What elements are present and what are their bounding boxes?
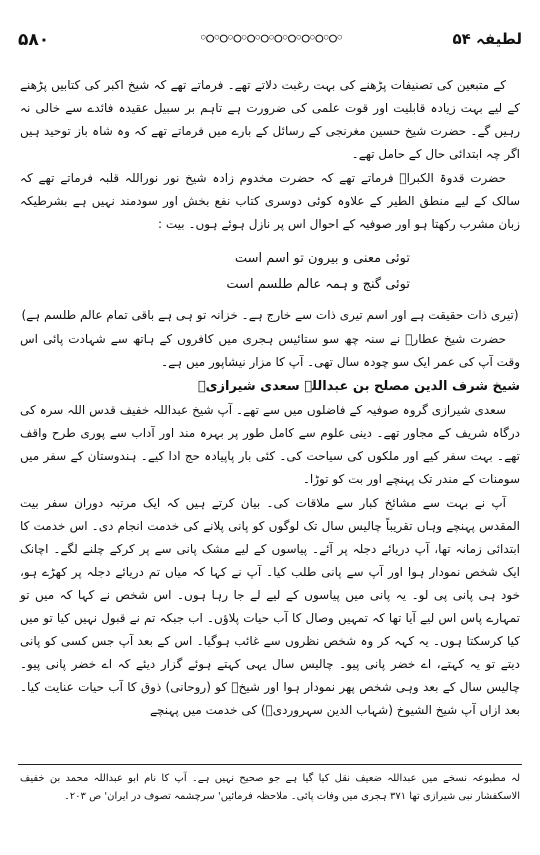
verse-hemistich: توئی معنی و بیرون تو اسم است [234, 251, 410, 266]
paragraph: آپ نے بہت سے مشائخ کبار سے ملاقات کی۔ بیان کرتے ہیں کہ ایک مرتبہ دوران سفر بیت المقدس پہنچے وہاں تقریباً چالیس سال تک لوگوں کو پانی پلانے کی خدمت انجام دی۔ اس خدمت کا ابتدائی زمانہ تھا، آپ دریائے دجلہ پر آئے۔ پیاسوں کے لیے مشک پانی سے پر کرکے چلنے لگے۔ اچانک ایک شخص نمودار ہوا اور آپ سے پانی طلب کیا۔ آپ نے کہا کہ میاں تم دریائے دجلہ پر کھڑے ہو، خود ہی پانی پی لو۔ یہ پانی میں پیاسوں کے لیے لے جا رہا ہوں۔ اس شخص نے کہا کہ میں تو تمہارے پاس اس لیے آیا تھا کہ تمہیں وصال کا آب حیات پلاؤں۔ اب جبکہ تم نے قبول نہیں کیا تو میں کیا کرسکتا ہوں۔ یہ کہہ کر وہ شخص نظروں سے غائب ہوگیا۔ اس کے بعد آپ جس کسی کو پانی دیتے تو یہ کہتے، اے خضر پانی پیو۔ چالیس سال یہی کہتے ہوئے گزار دیئے کہ اے خضر پانی پیو۔ چالیس سال کے بعد وہی شخص پھر نمودار ہوا اور شیخؒ کو (روحانی) ذوق کا آب حیات عنایت کیا۔ بعد ازاں آپ شیخ الشیوخ (شہاب الدین سہروردیؒ) کی خدمت میں پہنچے [20, 496, 520, 717]
header-ornament: ◦○◦○◦○◦○◦○◦○◦○◦○◦○◦○◦ [199, 31, 343, 46]
running-title: لطیفہ ۵۴ [452, 30, 522, 48]
verse-line [130, 246, 410, 272]
paragraph: حضرت شیخ عطارؒ نے سنہ چھ سو ستائیس ہجری میں کافروں کے ہاتھ سے شہادت پائی اس وقت آپ کی عمر ایک سو چودہ سال تھی۔ آپ کا مزار نیشاپور میں ہے۔ [20, 332, 520, 369]
paragraph: حضرت قدوۃ الکبراؒ فرماتے تھے کہ حضرت مخدوم زادہ شیخ نور نوراللہ قلبہ فرماتے تھے کہ سالک کے لیے منطق الطیر کے علاوہ کوئی دوسری کتاب نفع بخش اور سودمند نہیں ہے بشرطیکہ زبان مشرب رکھتا ہو اور صوفیہ کے احوال اس پر نازل ہوئے ہوں۔ بیت : [20, 171, 520, 231]
paragraph: کے متبعین کی تصنیفات پڑھنے کی بہت رغبت دلاتے تھے۔ فرماتے تھے کہ شیخ اکبر کی کتابیں پڑھنے کے لیے بہت زیادہ قابلیت اور قوت علمی کی ضرورت ہے تاہم بر سبیل عقیدہ فائدے سے خالی نہ رہیں گے۔ حضرت شیخ حسین مغرنجی کے رسائل کے بارے میں فرماتے تھے کہ وہ شاہ باز توحید ہیں اگر چہ ابتدائی حال کے حامل تھے۔ [20, 78, 520, 161]
footnote: لہ مطبوعہ نسخے میں عبداللہ ضعیف نقل کیا گیا ہے جو صحیح نہیں ہے۔ آپ کا نام ابو عبداللہ محمد بن خفیف الاسکفشار نبی شیرازی تھا ۳۷۱ ہجری میں وفات پائی۔ ملاحظہ فرمائیں' سرچشمہ تصوف در ایران' ص ۲۰۳۔ [20, 773, 520, 802]
page-header [18, 30, 522, 52]
verse-couplet [130, 246, 410, 298]
section-heading: شیخ شرف الدین مصلح بن عبداللہ سعدی شیرازیؒ [197, 379, 520, 394]
page-number: ۵۸۰ [18, 30, 50, 50]
verse-translation: (تیری ذات حقیقت ہے اور اسم تیری ذات سے خارج ہے۔ خزانہ تو ہی ہے باقی تمام عالم طلسم ہے) [21, 308, 519, 322]
paragraph: سعدی شیرازی گروہ صوفیہ کے فاضلوں میں سے تھے۔ آپ شیخ عبداللہ خفیف قدس اللہ سرہ کی درگاہ شریف کے مجاور تھے۔ دینی علوم سے کامل طور پر بہرہ مند اور آداب سے پوری طرح واقف تھے۔ بہت سفر کیے اور ملکوں کی سیاحت کی۔ کئی بار پاپیادہ حج ادا کیے۔ ہندوستان کے سفر میں سومنات کے مندر تک پہنچے اور بت کو توڑا۔ [20, 403, 520, 486]
page-body [20, 74, 520, 723]
verse-hemistich: توئی گنج و ہمہ عالم طلسم است [226, 277, 410, 292]
footnote-divider [18, 764, 522, 765]
verse-line [130, 272, 410, 298]
footnotes [20, 770, 520, 806]
